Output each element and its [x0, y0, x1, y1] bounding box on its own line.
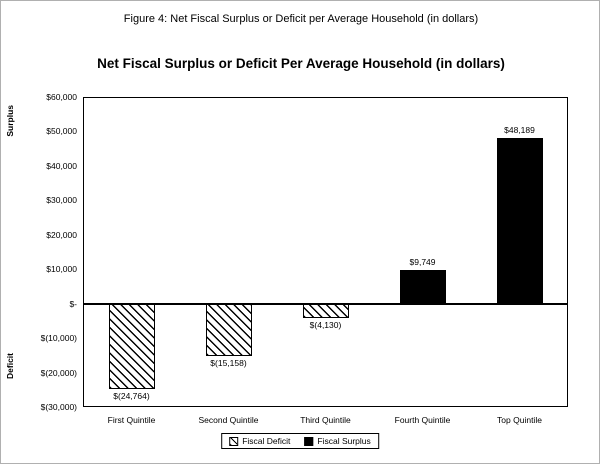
x-tick-label: Third Quintile [300, 415, 351, 425]
legend-item [229, 436, 290, 446]
bar-5 [497, 138, 543, 304]
y-tick-label: $- [69, 298, 77, 309]
figure-caption: Figure 4: Net Fiscal Surplus or Deficit per Average Household (in dollars) [123, 13, 479, 25]
plot-frame [83, 97, 568, 407]
bar-value-label: $9,749 [409, 257, 436, 268]
y-tick-label: $(30,000) [40, 402, 77, 412]
y-tick-label: $(10,000) [40, 333, 77, 344]
y-tick-label: $(20,000) [40, 367, 77, 378]
bar-3 [303, 304, 349, 318]
plot-area [83, 97, 568, 407]
x-tick-label: First Quintile [107, 415, 156, 425]
legend-label: Fiscal Surplus [317, 436, 371, 446]
legend-swatch-icon [229, 437, 238, 446]
bar-value-label: $(4,130) [309, 319, 342, 330]
x-tick-label: Fourth Quintile [394, 415, 451, 425]
y-tick-label: $60,000 [46, 92, 77, 102]
bar-4 [400, 270, 446, 304]
y-tick-label: $50,000 [46, 126, 77, 137]
chart-title: Net Fiscal Surplus or Deficit Per Average Household (in dollars) [97, 56, 505, 71]
y-axis-tick-labels [15, 92, 77, 412]
y-tick-label: $40,000 [46, 160, 77, 171]
bar-2 [206, 304, 252, 356]
y-tick-label: $30,000 [46, 195, 77, 206]
legend-item [304, 436, 370, 446]
bar-value-label: $(15,158) [210, 357, 247, 368]
x-tick-label: Second Quintile [198, 415, 259, 425]
bar-value-label: $(24,764) [113, 390, 150, 401]
y-tick-label: $10,000 [46, 264, 77, 275]
bar-1 [109, 304, 155, 389]
x-tick-label: Top Quintile [497, 415, 542, 425]
y-axis-label-deficit: Deficit [5, 353, 15, 379]
chart-legend [221, 433, 379, 449]
y-tick-label: $20,000 [46, 229, 77, 240]
bar-value-label: $48,189 [504, 124, 535, 135]
legend-swatch-icon [304, 437, 313, 446]
legend-label: Fiscal Deficit [242, 436, 291, 446]
y-axis-label-surplus: Surplus [5, 105, 15, 137]
